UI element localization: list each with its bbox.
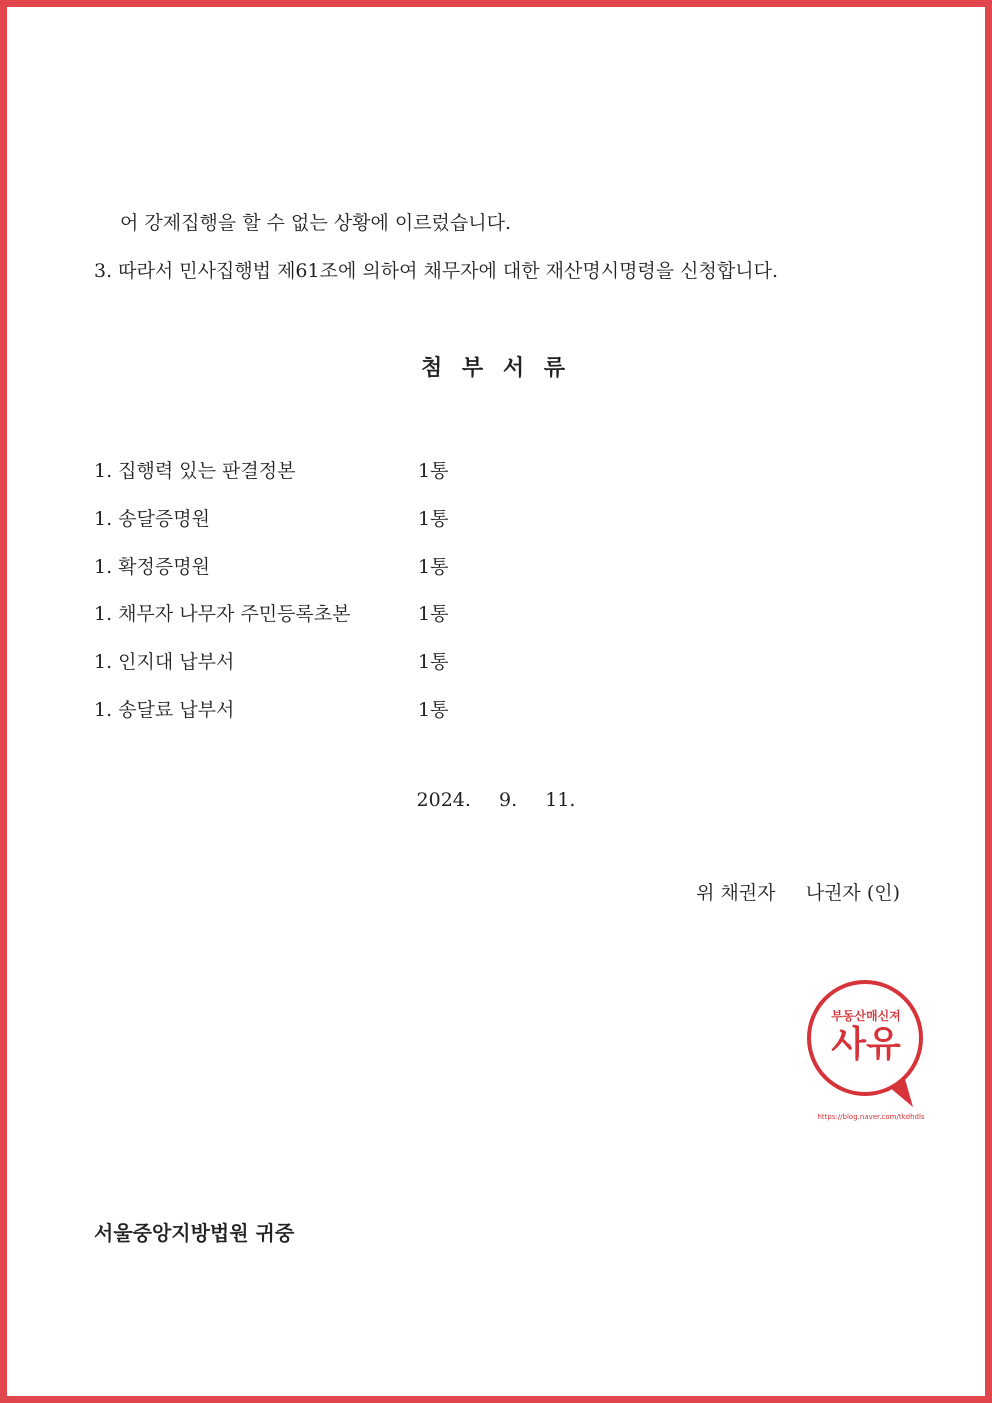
court-addressee: 서울중앙지방법원 귀중	[94, 1221, 295, 1245]
attachments-title: 첨 부 서 류	[421, 356, 571, 381]
attachment-item	[94, 650, 594, 674]
body-line-2: 3. 따라서 민사집행법 제61조에 의하여 채무자에 대한 재산명시명령을 신청합니다.	[94, 260, 778, 282]
attachment-qty: 1통	[418, 651, 449, 673]
attachment-name: 1. 송달료 납부서	[94, 699, 235, 721]
attachment-name: 1. 채무자 나무자 주민등록초본	[94, 603, 351, 625]
attachment-name: 1. 송달증명원	[94, 508, 210, 530]
stamp-top-text: 부동산매신져	[831, 1009, 901, 1023]
attachment-qty: 1통	[418, 556, 449, 578]
attachment-qty: 1통	[418, 699, 449, 721]
attachment-item	[94, 602, 594, 626]
attachment-item	[94, 555, 594, 579]
stamp-url: https://blog.naver.com/tkdhdls	[817, 1113, 925, 1121]
attachment-name: 1. 인지대 납부서	[94, 651, 235, 673]
document-date: 2024. 9. 11.	[416, 789, 576, 811]
body-line-1: 어 강제집행을 할 수 없는 상황에 이르렀습니다.	[120, 212, 512, 234]
attachment-qty: 1통	[418, 603, 449, 625]
creditor-signature: 위 채권자 나권자 (인)	[696, 882, 900, 904]
attachment-qty: 1통	[418, 460, 449, 482]
attachment-item	[94, 507, 594, 531]
attachment-item	[94, 698, 594, 722]
seal-stamp	[801, 975, 941, 1125]
attachment-name: 1. 집행력 있는 판결정본	[94, 460, 296, 482]
attachment-item	[94, 459, 594, 483]
attachment-name: 1. 확정증명원	[94, 556, 210, 578]
attachment-qty: 1통	[418, 508, 449, 530]
stamp-main-text: 사유	[831, 1024, 901, 1065]
